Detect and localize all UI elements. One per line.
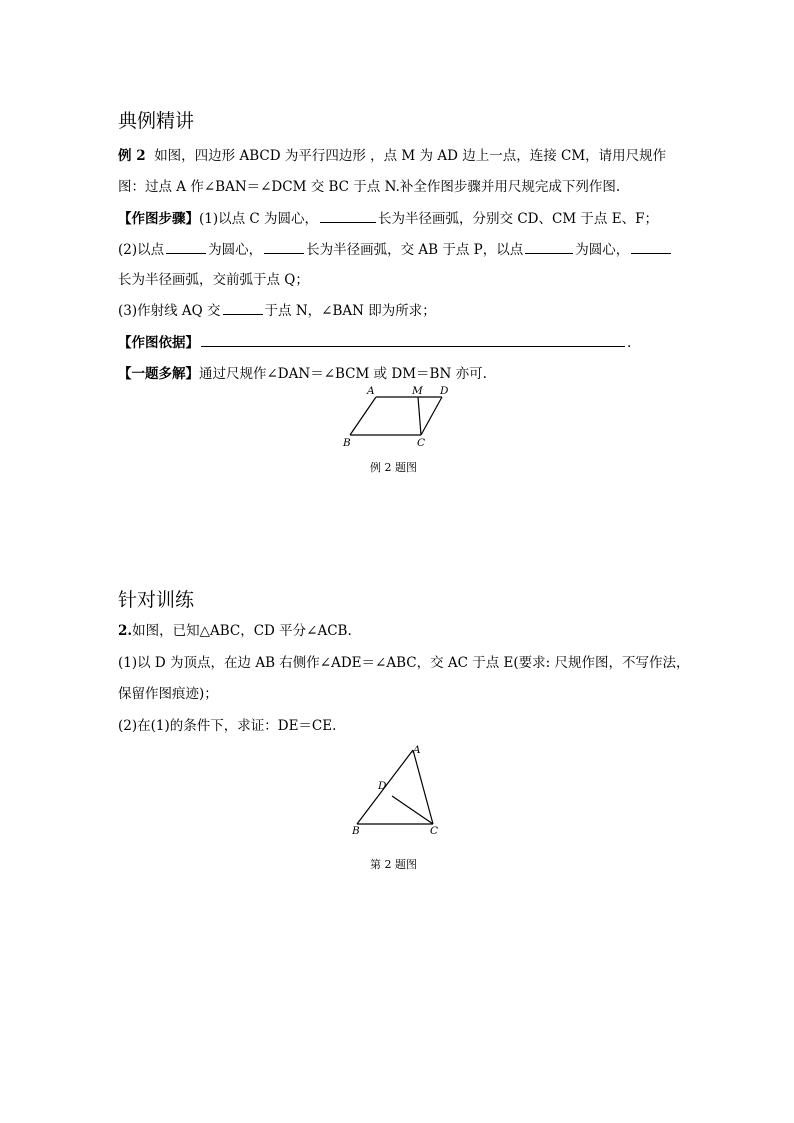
label-d: D bbox=[378, 780, 387, 792]
blank-3[interactable] bbox=[264, 240, 304, 254]
step-1 bbox=[118, 209, 658, 229]
steps-tag: 【作图步骤】 bbox=[118, 211, 199, 227]
practice-heading: 针对训练 bbox=[118, 589, 195, 611]
label-a: A bbox=[367, 385, 375, 397]
example-figure-caption: 例 2 题图 bbox=[370, 461, 417, 474]
part-2: (2)在(1)的条件下，求证：DE＝CE. bbox=[118, 718, 337, 734]
blank-6[interactable] bbox=[223, 301, 263, 315]
example-heading: 典例精讲 bbox=[118, 110, 195, 132]
step-3 bbox=[118, 301, 436, 321]
label-c: C bbox=[417, 437, 426, 449]
label-b: B bbox=[343, 437, 351, 449]
example-label: 例 2 bbox=[118, 148, 146, 164]
multi-text: 通过尺规作∠DAN＝∠BCM 或 DM＝BN 亦可. bbox=[199, 366, 487, 382]
step1-text-a: (1)以点 C 为圆心， bbox=[199, 211, 319, 227]
question-text: 如图，已知△ABC，CD 平分∠ACB. bbox=[132, 623, 352, 639]
practice-figure-caption: 第 2 题图 bbox=[370, 858, 417, 871]
basis-end: . bbox=[627, 335, 632, 351]
example-text-1: 如图，四边形 ABCD 为平行四边形 ，点 M 为 AD 边上一点，连接 CM，请用尺规作 bbox=[154, 148, 667, 164]
example-line-2: 图：过点 A 作∠BAN＝∠DCM 交 BC 于点 N.补全作图步骤并用尺规完成下列作图. bbox=[118, 179, 621, 195]
blank-1[interactable] bbox=[320, 209, 376, 223]
multi-solution bbox=[118, 364, 487, 384]
step3-text-b: 于点 N，∠BAN 即为所求； bbox=[264, 303, 436, 319]
side-dc bbox=[421, 397, 442, 435]
triangle-figure bbox=[340, 740, 450, 840]
label-b: B bbox=[352, 825, 360, 837]
step1-text-b: 长为半径画弧，分别交 CD、CM 于点 E、F； bbox=[378, 211, 658, 227]
label-m: M bbox=[412, 385, 423, 397]
basis bbox=[118, 333, 631, 353]
step2-text-a: (2)以点 bbox=[118, 242, 165, 258]
parallelogram-diagram bbox=[330, 383, 470, 455]
label-d: D bbox=[440, 385, 449, 397]
step2-text-d: 为圆心， bbox=[575, 242, 630, 258]
question-number: 2. bbox=[118, 623, 133, 639]
step3-text-a: (3)作射线 AQ 交 bbox=[118, 303, 221, 319]
side-ba bbox=[350, 397, 376, 435]
part-1-line-2: 保留作图痕迹)； bbox=[118, 686, 218, 702]
question-2 bbox=[118, 621, 352, 641]
blank-basis[interactable] bbox=[201, 333, 625, 347]
blank-5[interactable] bbox=[631, 240, 671, 254]
step2-text-b: 为圆心， bbox=[208, 242, 263, 258]
basis-tag: 【作图依据】 bbox=[118, 335, 199, 351]
blank-4[interactable] bbox=[525, 240, 573, 254]
part-1-line-1: (1)以 D 为顶点，在边 AB 右侧作∠ADE＝∠ABC，交 AC 于点 E(要求: 尺规作图，不写作法， bbox=[118, 655, 690, 671]
label-c: C bbox=[430, 825, 439, 837]
step-2-cont: 长为半径画弧，交前弧于点 Q； bbox=[118, 272, 309, 288]
step-2 bbox=[118, 240, 673, 260]
blank-2[interactable] bbox=[166, 240, 206, 254]
multi-tag: 【一题多解】 bbox=[118, 366, 199, 382]
label-a: A bbox=[413, 744, 421, 756]
segment-cm bbox=[418, 397, 421, 435]
step2-text-c: 长为半径画弧，交 AB 于点 P，以点 bbox=[306, 242, 524, 258]
parallelogram-figure bbox=[330, 383, 470, 455]
example-line-1 bbox=[118, 146, 666, 166]
